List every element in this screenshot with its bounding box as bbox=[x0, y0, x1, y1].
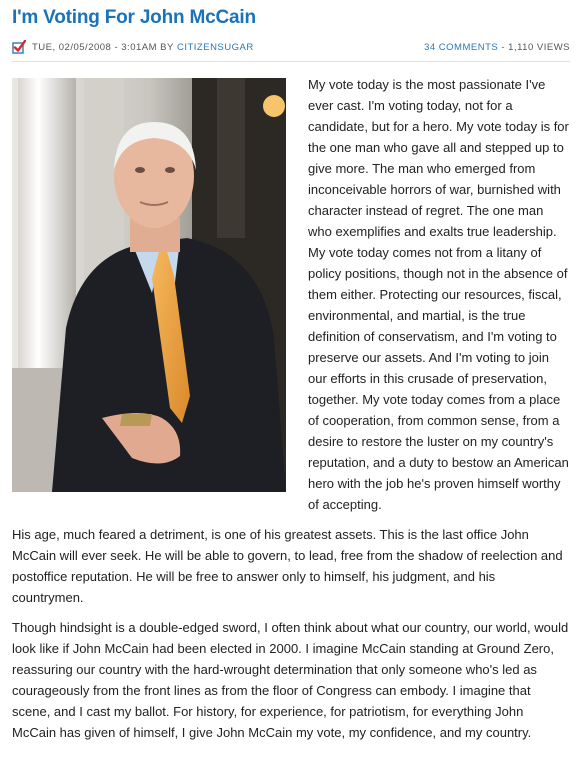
views-count: 1,110 VIEWS bbox=[508, 41, 570, 53]
author-link[interactable]: CITIZENSUGAR bbox=[176, 41, 254, 53]
article-paragraph-3: His age, much feared a detriment, is one of his greatest assets. This is the last office John McCain will ever seek. He will be able to govern, to lead, free from the shadow of reelection and postoffice reputation. He will be free to answer only to himself, his judgment, and his countrymen. bbox=[12, 527, 563, 605]
post-meta bbox=[12, 37, 570, 62]
post-stats bbox=[424, 42, 570, 53]
post-title[interactable]: I'm Voting For John McCain bbox=[12, 7, 256, 28]
post-meta-left bbox=[12, 40, 254, 54]
article-paragraph-2: My vote today comes not from a litany of policy positions, though not in the absence of them either. Protecting our resources, fiscal, environmental, and martial, is the true definition of conservatism, and I'm voting to preserve our assets. And I'm voting to join our efforts in this crusade of preservation, together. My vote today comes from a place of cooperation, from common sense, from a desire to restore the luster on my country's reputation, and a duty to bestow an American hero with the job he's proven himself worthy of accepting. bbox=[308, 245, 569, 512]
comments-link[interactable]: 34 COMMENTS bbox=[424, 41, 499, 53]
article-paragraph-1: My vote today is the most passionate I've ever cast. I'm voting today, not for a candidate, but for a hero. My vote today is for the one man who gave all and stepped up to give more. The man who emerged from inconceivable horrors of war, burnished with character instead of regret. The one man who exemplifies and exalts true leadership. bbox=[308, 77, 569, 239]
article-paragraph-4: Though hindsight is a double-edged sword, I often think about what our country, our world, would look like if John McCain had been elected in 2000. I imagine McCain standing at Ground Zero, reassuring our country with the hard-wrought determination that only someone who's led as courageously from the front lines as from the floor of Congress can embody. I imagine that scene, and I cast my ballot. For history, for experience, for patriotism, for everything John McCain has given of himself, I give John McCain my vote, my confidence, and my country. bbox=[12, 620, 569, 740]
article-body bbox=[12, 74, 570, 743]
stats-separator: - bbox=[501, 41, 506, 53]
candidate-photo bbox=[12, 78, 286, 492]
by-label: BY bbox=[160, 41, 174, 53]
post-date: TUE, 02/05/2008 - 3:01AM bbox=[32, 41, 158, 53]
check-icon bbox=[12, 40, 26, 54]
